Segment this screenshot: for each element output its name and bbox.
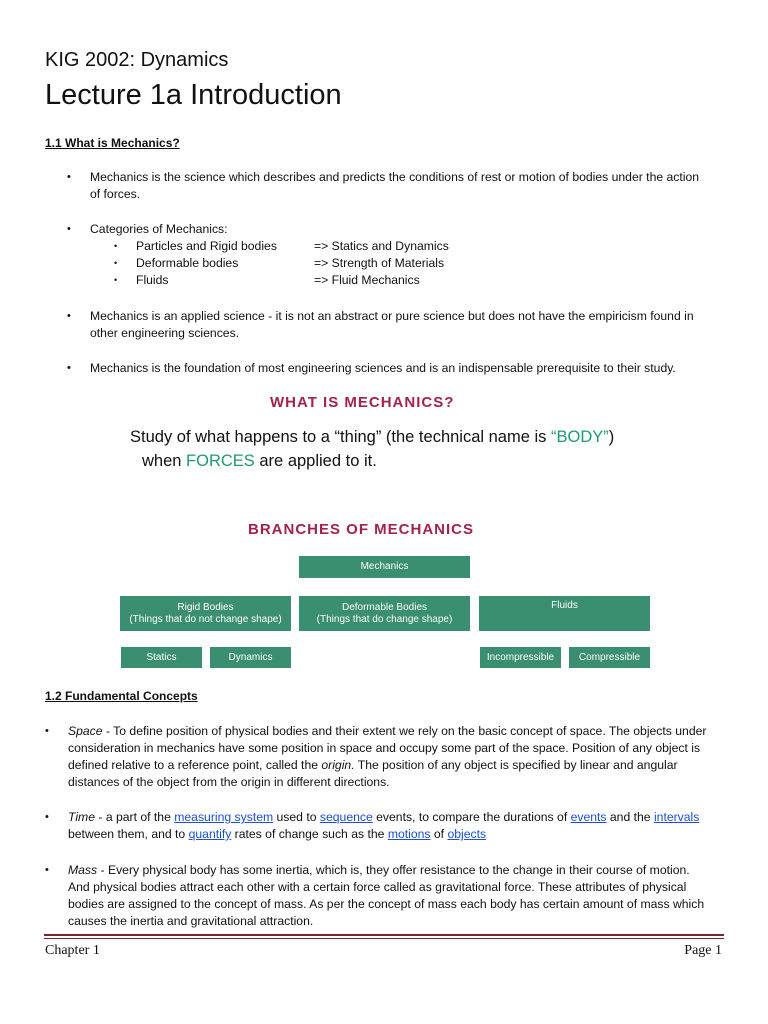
paragraph-line (68, 809, 699, 826)
text: and the (606, 810, 654, 824)
diagram-node-mechanics: Mechanics (299, 556, 470, 578)
term-time: Time (68, 810, 95, 824)
text: - To define position of physical bodies and their extent we rely on the basic concept of space. The objects under (102, 724, 707, 738)
diagram-node-rigid-bodies (120, 596, 291, 631)
section-heading-1-2: 1.2 Fundamental Concepts (45, 689, 198, 703)
paragraph-line (68, 826, 486, 843)
bullet-dot: • (67, 362, 71, 374)
footer-chapter: Chapter 1 (45, 943, 100, 958)
node-label: Deformable Bodies (341, 601, 428, 613)
text: rates of change such as the (231, 827, 388, 841)
diagram-node-incompressible: Incompressible (480, 647, 561, 668)
diagram-node-deformable-bodies (299, 596, 470, 631)
link-events[interactable]: events (570, 810, 607, 824)
slide-text: Study of what happens to a “thing” (the technical name is (130, 428, 551, 446)
diagram-node-compressible: Compressible (569, 647, 650, 668)
text: - a part of the (94, 810, 175, 824)
category-name: Deformable bodies (136, 256, 239, 270)
term-space: Space (68, 724, 103, 738)
slide-title-what-is-mechanics: WHAT IS MECHANICS? (270, 394, 455, 411)
paragraph-line (68, 723, 706, 740)
paragraph-line: Mechanics is an applied science - it is not an abstract or pure science but does not have the empiricism found in (90, 309, 694, 323)
node-label: Rigid Bodies (177, 601, 234, 613)
sub-bullet-dot: • (114, 258, 118, 268)
slide-text: when (142, 452, 187, 470)
diagram-node-dynamics: Dynamics (210, 647, 291, 668)
text: of (430, 827, 448, 841)
text: used to (273, 810, 320, 824)
paragraph-line: other engineering sciences. (90, 326, 240, 340)
term-origin: origin. (321, 758, 355, 772)
link-motions[interactable]: motions (387, 827, 431, 841)
slide-line (142, 452, 377, 471)
paragraph-line: of forces. (90, 187, 141, 201)
text: The position of any object is specified by linear and angular (354, 758, 678, 772)
link-sequence[interactable]: sequence (319, 810, 373, 824)
bullet-dot: • (67, 171, 71, 183)
bullet-dot: • (67, 223, 71, 235)
term-mass: Mass (68, 863, 98, 877)
category-map: => Statics and Dynamics (314, 239, 449, 253)
section-heading-1-1: 1.1 What is Mechanics? (45, 136, 180, 150)
slide-text: are applied to it. (254, 452, 377, 470)
footer-page: Page 1 (684, 943, 722, 958)
sub-bullet-dot: • (114, 241, 118, 251)
bullet-dot: • (45, 725, 49, 737)
link-quantify[interactable]: quantify (188, 827, 232, 841)
paragraph-line: distances of the object from the origin in different directions. (68, 775, 390, 789)
forces-highlight: FORCES (186, 452, 255, 470)
text: between them, and to (68, 827, 189, 841)
body-highlight: “BODY” (551, 428, 609, 446)
diagram-node-statics: Statics (121, 647, 202, 668)
paragraph-line: bodies are assigned to the concept of mass. As per the concept of mass each body has certain amount of mass which (68, 897, 705, 911)
bullet-dot: • (45, 864, 49, 876)
sub-bullet-dot: • (114, 275, 118, 285)
paragraph-line: Mechanics is the foundation of most engineering sciences and is an indispensable prerequisite to their study. (90, 361, 676, 375)
text: events, to compare the durations of (372, 810, 571, 824)
paragraph-line: consideration in mechanics have some position in space and occupy some part of the space. Position of any object is (68, 741, 701, 755)
slide-line (130, 428, 614, 447)
lecture-title: Lecture 1a Introduction (45, 79, 342, 111)
node-sublabel: (Things that do not change shape) (129, 613, 282, 625)
category-name: Particles and Rigid bodies (136, 239, 277, 253)
paragraph-line: causes the inertia and gravitational attraction. (68, 914, 314, 928)
categories-label: Categories of Mechanics: (90, 222, 228, 236)
paragraph-line (68, 862, 690, 879)
link-intervals[interactable]: intervals (653, 810, 700, 824)
slide-text: ) (608, 428, 615, 446)
footer-rule-thin (44, 938, 724, 939)
diagram-node-fluids: Fluids (479, 596, 650, 631)
bullet-dot: • (45, 811, 49, 823)
paragraph-line: Mechanics is the science which describes and predicts the conditions of rest or motion of bodies under the action (90, 170, 700, 184)
node-sublabel: (Things that do change shape) (316, 613, 453, 625)
text: defined relative to a reference point, called the (68, 758, 322, 772)
category-name: Fluids (136, 273, 169, 287)
paragraph-line: And physical bodies attract each other with a certain force called as gravitational force. These attributes of physical (68, 880, 687, 894)
bullet-dot: • (67, 310, 71, 322)
slide-title-branches: BRANCHES OF MECHANICS (248, 521, 475, 538)
paragraph-line (68, 757, 678, 774)
text: - Every physical body has some inertia, which is, they offer resistance to the change in their course of motion. (97, 863, 690, 877)
course-title: KIG 2002: Dynamics (45, 49, 229, 71)
link-objects[interactable]: objects (447, 827, 487, 841)
category-map: => Strength of Materials (314, 256, 445, 270)
category-map: => Fluid Mechanics (314, 273, 420, 287)
footer-rule (44, 934, 724, 936)
link-measuring-system[interactable]: measuring system (174, 810, 274, 824)
